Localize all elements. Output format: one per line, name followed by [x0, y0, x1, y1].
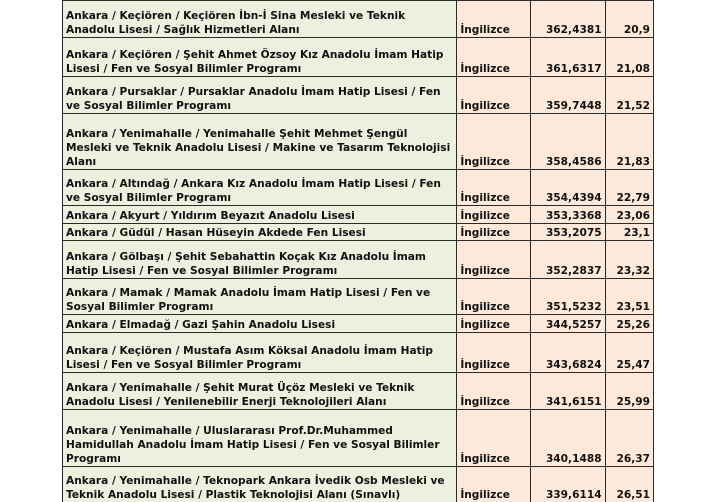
score-cell: 339,6114 — [530, 467, 605, 502]
language-cell: İngilizce — [457, 1, 531, 38]
language-cell: İngilizce — [457, 38, 531, 77]
school-name-cell — [63, 315, 457, 333]
percentile-cell: 25,26 — [605, 315, 653, 333]
score-cell: 354,4394 — [530, 170, 605, 206]
percentile-cell: 21,52 — [605, 77, 653, 114]
language-cell: İngilizce — [457, 206, 531, 224]
score-cell: 344,5257 — [530, 315, 605, 333]
school-name: Ankara / Keçiören / Mustafa Asım Köksal Anadolu İmam Hatip Lisesi / Fen ve Sosyal Bilimler Programı — [66, 345, 433, 371]
school-results-table — [62, 0, 654, 502]
score-cell: 351,5232 — [530, 279, 605, 315]
school-name: Ankara / Pursaklar / Pursaklar Anadolu İmam Hatip Lisesi / Fen ve Sosyal Bilimler Programı — [66, 86, 441, 112]
school-name: Ankara / Yenimahalle / Yenimahalle Şehit Mehmet Şengül Mesleki ve Teknik Anadolu Lisesi / Makine ve Tasarım Teknolojisi Alanı — [66, 128, 451, 168]
language-cell: İngilizce — [457, 315, 531, 333]
table-row — [63, 224, 654, 241]
percentile-cell: 23,51 — [605, 279, 653, 315]
school-name-cell — [63, 410, 457, 467]
school-name-cell — [63, 467, 457, 502]
language-cell: İngilizce — [457, 333, 531, 373]
language-cell: İngilizce — [457, 114, 531, 170]
school-name: Ankara / Yenimahalle / Uluslararası Prof.Dr.Muhammed Hamidullah Anadolu İmam Hatip Lisesi / Fen ve Sosyal Bilimler Programı — [66, 425, 440, 465]
table-row — [63, 38, 654, 77]
school-name-cell — [63, 373, 457, 410]
language-cell: İngilizce — [457, 224, 531, 241]
school-name-cell — [63, 333, 457, 373]
school-name-cell — [63, 114, 457, 170]
score-cell: 358,4586 — [530, 114, 605, 170]
score-cell: 359,7448 — [530, 77, 605, 114]
percentile-cell: 20,9 — [605, 1, 653, 38]
table-row — [63, 279, 654, 315]
school-name-cell — [63, 206, 457, 224]
percentile-cell: 23,32 — [605, 241, 653, 279]
language-cell: İngilizce — [457, 467, 531, 502]
score-cell: 341,6151 — [530, 373, 605, 410]
table-row — [63, 206, 654, 224]
language-cell: İngilizce — [457, 241, 531, 279]
school-name-cell — [63, 1, 457, 38]
school-name-cell — [63, 279, 457, 315]
score-cell: 352,2837 — [530, 241, 605, 279]
language-cell: İngilizce — [457, 77, 531, 114]
school-name: Ankara / Güdül / Hasan Hüseyin Akdede Fen Lisesi — [66, 227, 366, 239]
score-cell: 362,4381 — [530, 1, 605, 38]
language-cell: İngilizce — [457, 279, 531, 315]
percentile-cell: 22,79 — [605, 170, 653, 206]
table-row — [63, 1, 654, 38]
table-row — [63, 315, 654, 333]
percentile-cell: 25,99 — [605, 373, 653, 410]
score-cell: 361,6317 — [530, 38, 605, 77]
table-row — [63, 77, 654, 114]
table-row — [63, 333, 654, 373]
table-row — [63, 241, 654, 279]
percentile-cell: 25,47 — [605, 333, 653, 373]
table-row — [63, 170, 654, 206]
school-name: Ankara / Yenimahalle / Teknopark Ankara İvedik Osb Mesleki ve Teknik Anadolu Lisesi / Plastik Teknolojisi Alanı (Sınavlı) — [66, 475, 445, 501]
score-cell: 353,3368 — [530, 206, 605, 224]
percentile-cell: 26,51 — [605, 467, 653, 502]
school-name: Ankara / Keçiören / Keçiören İbn-İ Sina Mesleki ve Teknik Anadolu Lisesi / Sağlık Hizmetleri Alanı — [66, 10, 406, 36]
percentile-cell: 21,08 — [605, 38, 653, 77]
school-name: Ankara / Mamak / Mamak Anadolu İmam Hatip Lisesi / Fen ve Sosyal Bilimler Programı — [66, 287, 431, 313]
school-name-cell — [63, 77, 457, 114]
school-name: Ankara / Elmadağ / Gazi Şahin Anadolu Lisesi — [66, 319, 336, 331]
school-name-cell — [63, 241, 457, 279]
language-cell: İngilizce — [457, 373, 531, 410]
score-cell: 353,2075 — [530, 224, 605, 241]
score-cell: 343,6824 — [530, 333, 605, 373]
school-name: Ankara / Akyurt / Yıldırım Beyazıt Anadolu Lisesi — [66, 210, 355, 222]
school-name-cell — [63, 224, 457, 241]
table-row — [63, 467, 654, 502]
percentile-cell: 21,83 — [605, 114, 653, 170]
table-row — [63, 373, 654, 410]
score-cell: 340,1488 — [530, 410, 605, 467]
school-name-cell — [63, 170, 457, 206]
school-name: Ankara / Altındağ / Ankara Kız Anadolu İmam Hatip Lisesi / Fen ve Sosyal Bilimler Programı — [66, 178, 441, 204]
percentile-cell: 23,06 — [605, 206, 653, 224]
percentile-cell: 23,1 — [605, 224, 653, 241]
table-row — [63, 410, 654, 467]
school-name: Ankara / Keçiören / Şehit Ahmet Özsoy Kız Anadolu İmam Hatip Lisesi / Fen ve Sosyal Bilimler Programı — [66, 49, 444, 75]
school-name: Ankara / Yenimahalle / Şehit Murat Üçöz Mesleki ve Teknik Anadolu Lisesi / Yenilenebilir Enerji Teknolojileri Alanı — [66, 382, 415, 408]
school-name: Ankara / Gölbaşı / Şehit Sebahattin Koçak Kız Anadolu İmam Hatip Lisesi / Fen ve Sosyal Bilimler Programı — [66, 251, 426, 277]
table-row — [63, 114, 654, 170]
school-name-cell — [63, 38, 457, 77]
language-cell: İngilizce — [457, 170, 531, 206]
percentile-cell: 26,37 — [605, 410, 653, 467]
language-cell: İngilizce — [457, 410, 531, 467]
